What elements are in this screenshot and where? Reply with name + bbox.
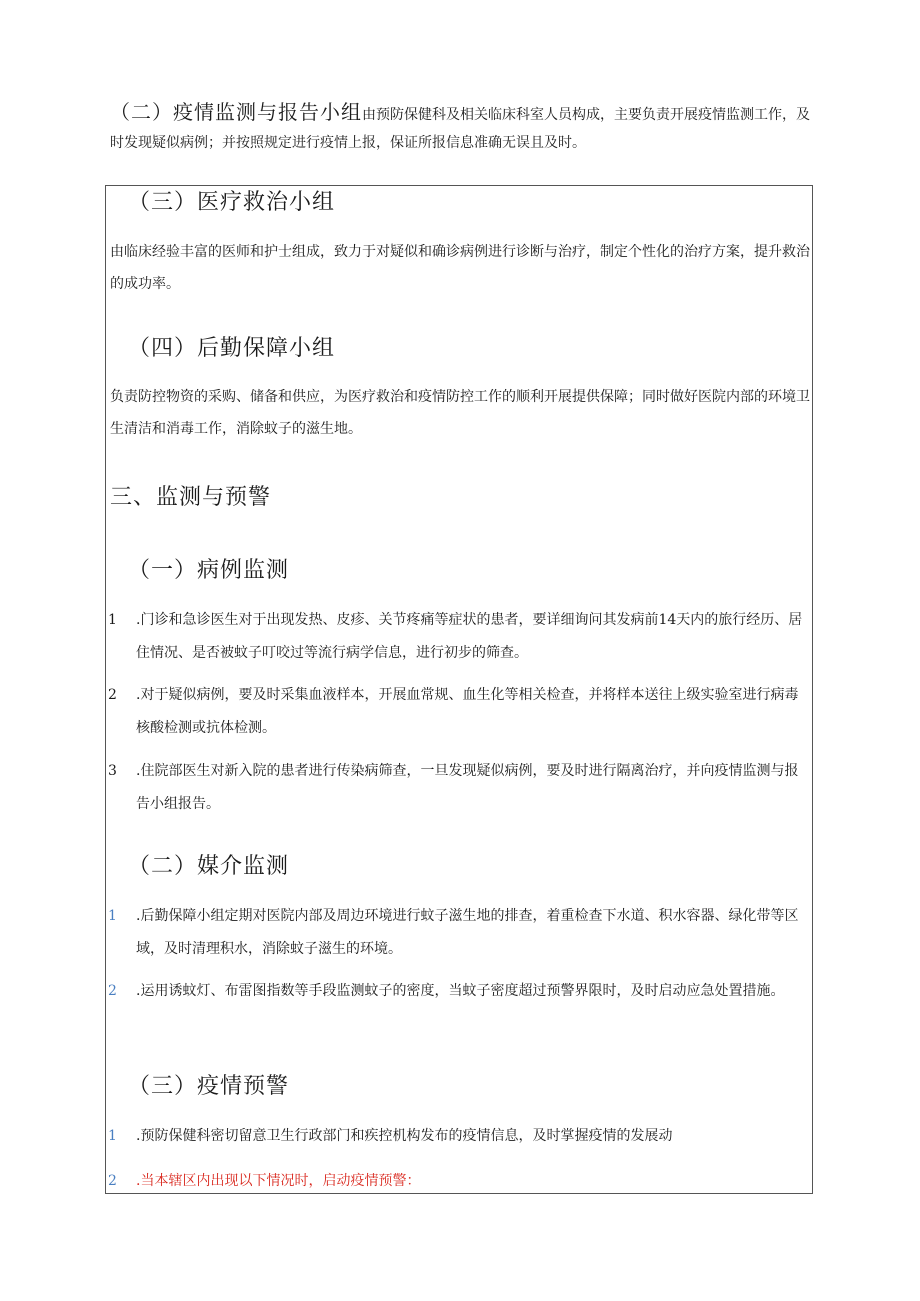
warning-item-2-number: 2 [108,1173,117,1189]
warning-item-2-text: .当本辖区内出现以下情况时，启动疫情预警： [136,1173,421,1189]
intro-paragraph [110,98,810,157]
content-frame [105,185,813,1194]
vector-item-2-number: 2 [108,983,117,999]
intro-heading: （二）疫情监测与报告小组 [110,100,362,124]
vector-item-1-number: 1 [108,908,117,924]
warning-item-2 [106,1165,808,1198]
warning-item-1-number: 1 [108,1128,117,1144]
monitoring-section-heading: 三、监测与预警 [110,485,272,510]
case-item-3-number: 3 [108,763,117,779]
medical-team-text: 由临床经验丰富的医师和护士组成，致力于对疑似和确诊病例进行诊断与治疗，制定个性化的治疗方案，提升救治的成功率。 [110,244,810,292]
case-item-3-text: .住院部医生对新入院的患者进行传染病筛查，一旦发现疑似病例，要及时进行隔离治疗，并向疫情监测与报告小组报告。 [136,763,799,812]
case-item-1-number: 1 [108,612,117,628]
medical-team-heading: （三）医疗救治小组 [128,190,336,215]
vector-monitoring-heading: （二）媒介监测 [128,854,290,879]
vector-item-2-text: .运用诱蚊灯、布雷图指数等手段监测蚊子的密度，当蚊子密度超过预警界限时，及时启动应急处置措施。 [136,983,785,999]
vector-item-2 [106,975,808,1008]
vector-item-1-text: .后勤保障小组定期对医院内部及周边环境进行蚊子滋生地的排查，着重检查下水道、积水容器、绿化带等区域，及时清理积水，消除蚊子滋生的环境。 [136,908,799,957]
epidemic-warning-heading: （三）疫情预警 [128,1074,290,1099]
case-item-3 [106,755,808,821]
warning-item-1 [106,1120,808,1153]
case-item-2 [106,679,808,745]
case-item-1 [106,604,808,670]
intro-text: 由预防保健科及相关临床科室人员构成，主要负责开展疫情监测工作，及时发现疑似病例；并按照规定进行疫情上报，保证所报信息准确无误且及时。 [110,107,810,151]
logistics-team-heading: （四）后勤保障小组 [128,336,336,361]
case-monitoring-heading: （一）病例监测 [128,558,290,583]
case-item-2-text: .对于疑似病例，要及时采集血液样本，开展血常规、血生化等相关检查，并将样本送往上级实验室进行病毒核酸检测或抗体检测。 [136,687,799,736]
case-item-1-text: .门诊和急诊医生对于出现发热、皮疹、关节疼痛等症状的患者，要详细询问其发病前14天内的旅行经历、居住情况、是否被蚊子叮咬过等流行病学信息，进行初步的筛查。 [136,612,803,661]
logistics-team-text: 负责防控物资的采购、储备和供应，为医疗救治和疫情防控工作的顺利开展提供保障；同时做好医院内部的环境卫生清洁和消毒工作，消除蚊子的滋生地。 [110,389,810,437]
warning-item-1-text: .预防保健科密切留意卫生行政部门和疾控机构发布的疫情信息，及时掌握疫情的发展动 [136,1128,673,1144]
case-item-2-number: 2 [108,687,117,703]
vector-item-1 [106,900,808,966]
